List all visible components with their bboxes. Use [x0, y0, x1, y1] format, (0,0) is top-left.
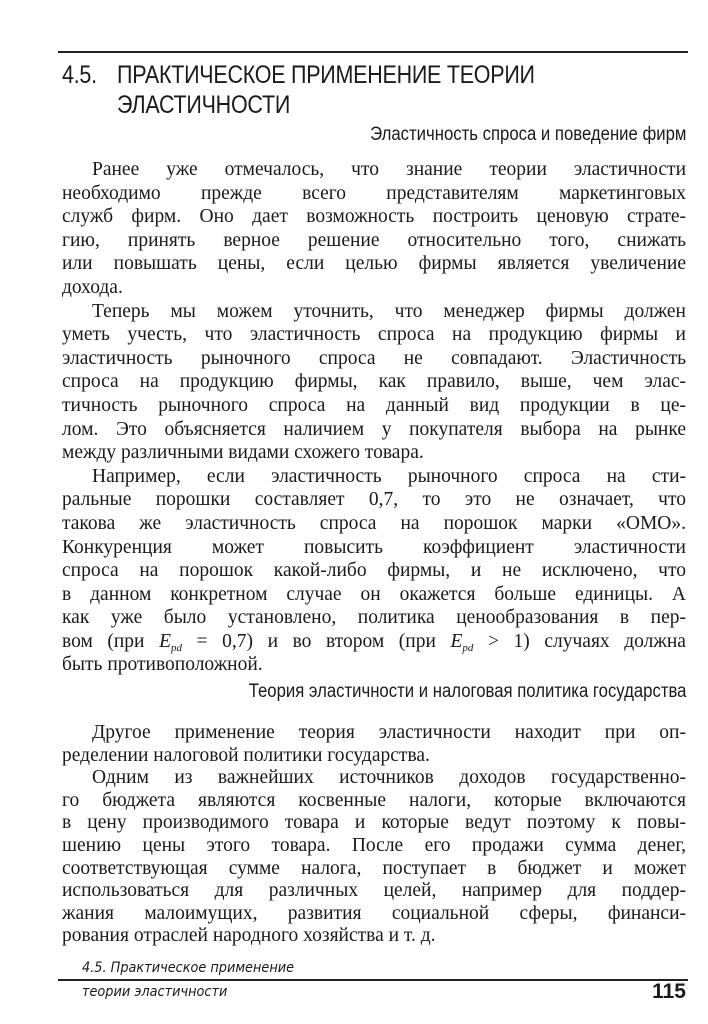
running-footer-line2: теории эластичности [82, 984, 228, 1000]
text-line: Конкуренция может повысить коэффициент эластичности [62, 536, 686, 558]
paragraph [62, 767, 686, 948]
formula-line: вом (при $E_{pd} = 0,7$) и во втором (при $E_{pd} > 1$) случаях должна [62, 630, 686, 654]
text-line: дохода. [62, 276, 123, 298]
page-number: 115 [652, 980, 686, 1003]
text-line: в данном конкретном случае он окажется больше единицы. А [62, 583, 686, 605]
paragraph [62, 465, 686, 677]
text-line: соответствующая сумме налога, поступает в бюджет и может [62, 857, 686, 879]
section1-heading: Эластичность спроса и поведение фирм [369, 124, 686, 145]
text-line: как уже было установлено, политика ценообразования в пер- [62, 607, 686, 629]
text-line: тичность рыночного спроса на данный вид продукции в це- [62, 394, 686, 416]
footer-rule [58, 979, 688, 981]
text-line: гию, принять верное решение относительно того, снижать [62, 229, 686, 251]
text-line: Ранее уже отмечалось, что знание теории эластичности [92, 159, 686, 180]
running-footer-line1: 4.5. Практическое применение [82, 960, 295, 976]
text-line: в цену производимого товара и которые ведут поэтому к повы- [62, 812, 686, 834]
text-line: лом. Это объясняется наличием у покупателя выбора на рынке [62, 418, 686, 440]
chapter-title-line2: ЭЛАСТИЧНОСТИ [117, 91, 291, 119]
text-line: го бюджета являются косвенные налоги, которые включаются [62, 789, 686, 811]
paragraph [62, 300, 686, 465]
text-line: ральные порошки составляет 0,7, то это не означает, что [62, 489, 686, 511]
section2-heading: Теория эластичности и налоговая политика государства [248, 681, 686, 702]
chapter-number: 4.5. [62, 61, 97, 89]
text-line: спроса на продукцию фирмы, как правило, выше, чем элас- [62, 371, 686, 393]
text-line: рования отраслей народного хозяйства и т. д. [62, 925, 436, 947]
text-line: необходимо прежде всего представителям маркетинговых [62, 182, 686, 204]
text-line: ределении налоговой политики государства. [62, 744, 430, 766]
top-rule [58, 51, 688, 53]
section1-body [62, 158, 686, 677]
text-line: уметь учесть, что эластичность спроса на продукцию фирмы и [62, 324, 686, 346]
text-line: между различными видами схожего товара. [62, 442, 424, 464]
text-line: спроса на порошок какой-либо фирмы, и не исключено, что [62, 560, 686, 582]
text-line: Например, если эластичность рыночного спроса на сти- [92, 465, 686, 487]
text-line: эластичность рыночного спроса не совпадают. Эластичность [62, 347, 686, 369]
paragraph [62, 722, 686, 767]
paragraph [62, 158, 686, 300]
text-line: шению цены этого товара. После его продажи сумма денег, [62, 834, 686, 856]
text-line: жания малоимущих, развития социальной сферы, финанси- [62, 902, 686, 924]
chapter-title [62, 60, 535, 120]
text-line: Теперь мы можем уточнить, что менеджер фирмы должен [92, 300, 686, 322]
text-line: служб фирм. Оно дает возможность построить ценовую страте- [62, 206, 686, 228]
text-line: использоваться для различных целей, например для поддер- [62, 880, 686, 902]
text-line: или повышать цены, если целью фирмы является увеличение [62, 253, 686, 275]
text-line: быть противоположной. [62, 654, 263, 676]
chapter-title-line1: ПРАКТИЧЕСКОЕ ПРИМЕНЕНИЕ ТЕОРИИ [117, 61, 535, 89]
section2-body [62, 722, 686, 948]
text-line: такова же эластичность спроса на порошок марки «ОМО». [62, 512, 686, 534]
text-line: Другое применение теория эластичности находит при оп- [92, 722, 686, 743]
text-line: Одним из важнейших источников доходов государственно- [92, 767, 686, 789]
